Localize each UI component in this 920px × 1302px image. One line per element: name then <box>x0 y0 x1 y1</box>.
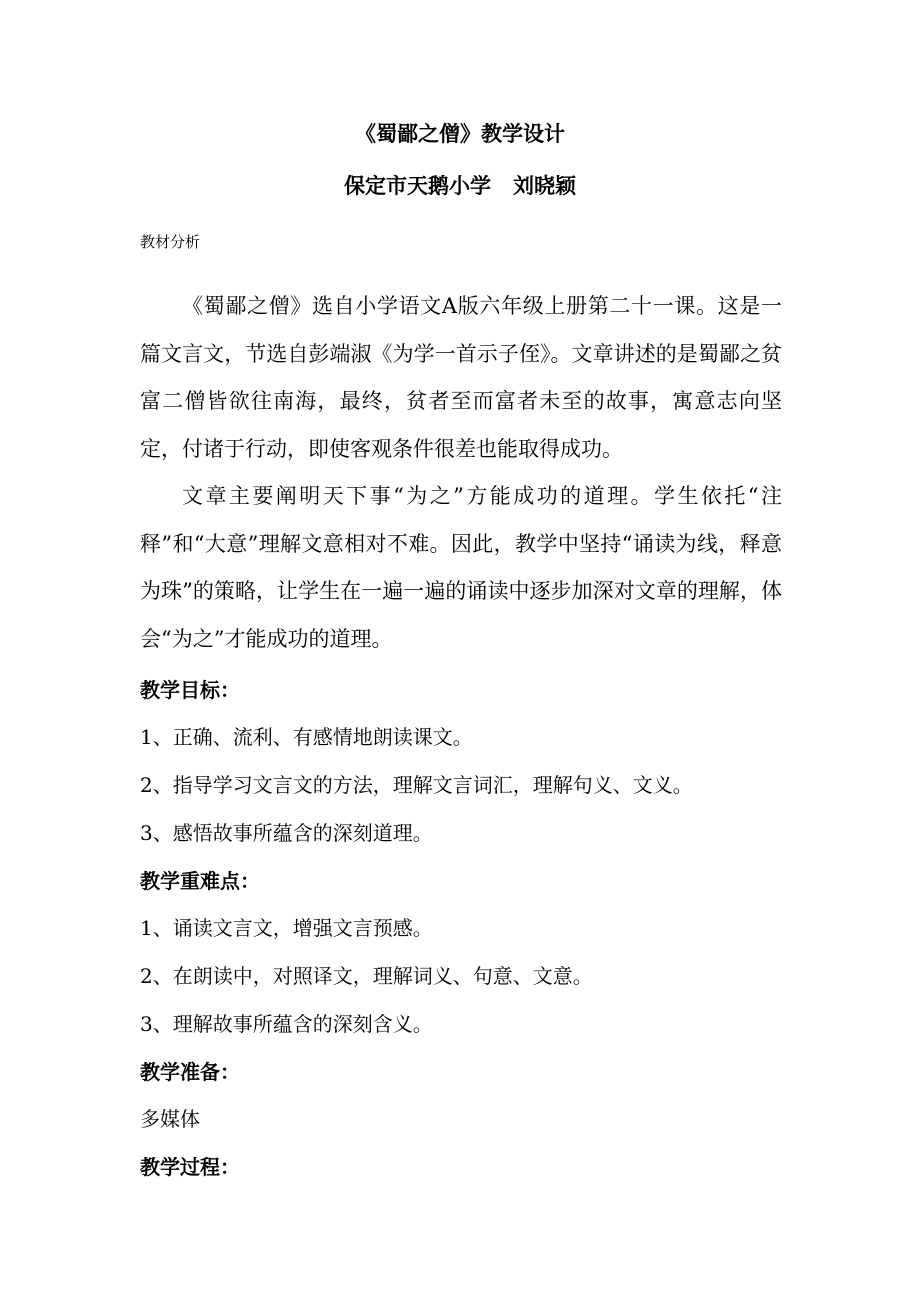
key-points-heading: 教学重难点： <box>140 869 260 893</box>
goal-item-2: 2、指导学习文言文的方法，理解文言词汇，理解句义、文义。 <box>140 773 693 797</box>
preparation-heading: 教学准备： <box>140 1060 240 1084</box>
author-name: 刘晓颖 <box>513 174 576 198</box>
document-title: 《蜀鄙之僧》教学设计 <box>355 122 565 146</box>
analysis-label: 教材分析 <box>140 233 201 251</box>
key-point-item-3: 3、理解故事所蕴含的深刻含义。 <box>140 1012 433 1036</box>
key-point-item-1: 1、诵读文言文，增强文言预感。 <box>140 916 433 940</box>
goals-heading: 教学目标： <box>140 678 240 702</box>
preparation-text: 多媒体 <box>140 1107 200 1131</box>
goal-item-3: 3、感悟故事所蕴含的深刻道理。 <box>140 821 433 845</box>
analysis-paragraph-1: 《蜀鄙之僧》选自小学语文A版六年级上册第二十一课。这是一篇文言文，节选自彭端淑《为学一首示子侄》。文章讲述的是蜀鄙之贫富二僧皆欲往南海，最终，贫者至而富者未至的故事，寓意志向坚定，付诸于行动，即使客观条件很差也能取得成功。 <box>140 294 782 461</box>
key-point-item-2: 2、在朗读中，对照译文，理解词义、句意、文意。 <box>140 964 593 988</box>
school-name: 保定市天鹅小学 <box>344 174 491 198</box>
author-line <box>0 172 920 200</box>
analysis-paragraph-2: 文章主要阐明天下事“为之”方能成功的道理。学生依托“注释”和“大意”理解文意相对不难。因此，教学中坚持“诵读为线，释意为珠”的策略，让学生在一遍一遍的诵读中逐步加深对文章的理解，体会“为之”才能成功的道理。 <box>140 484 782 651</box>
process-heading: 教学过程： <box>140 1155 240 1179</box>
goal-item-1: 1、正确、流利、有感情地朗读课文。 <box>140 725 473 749</box>
